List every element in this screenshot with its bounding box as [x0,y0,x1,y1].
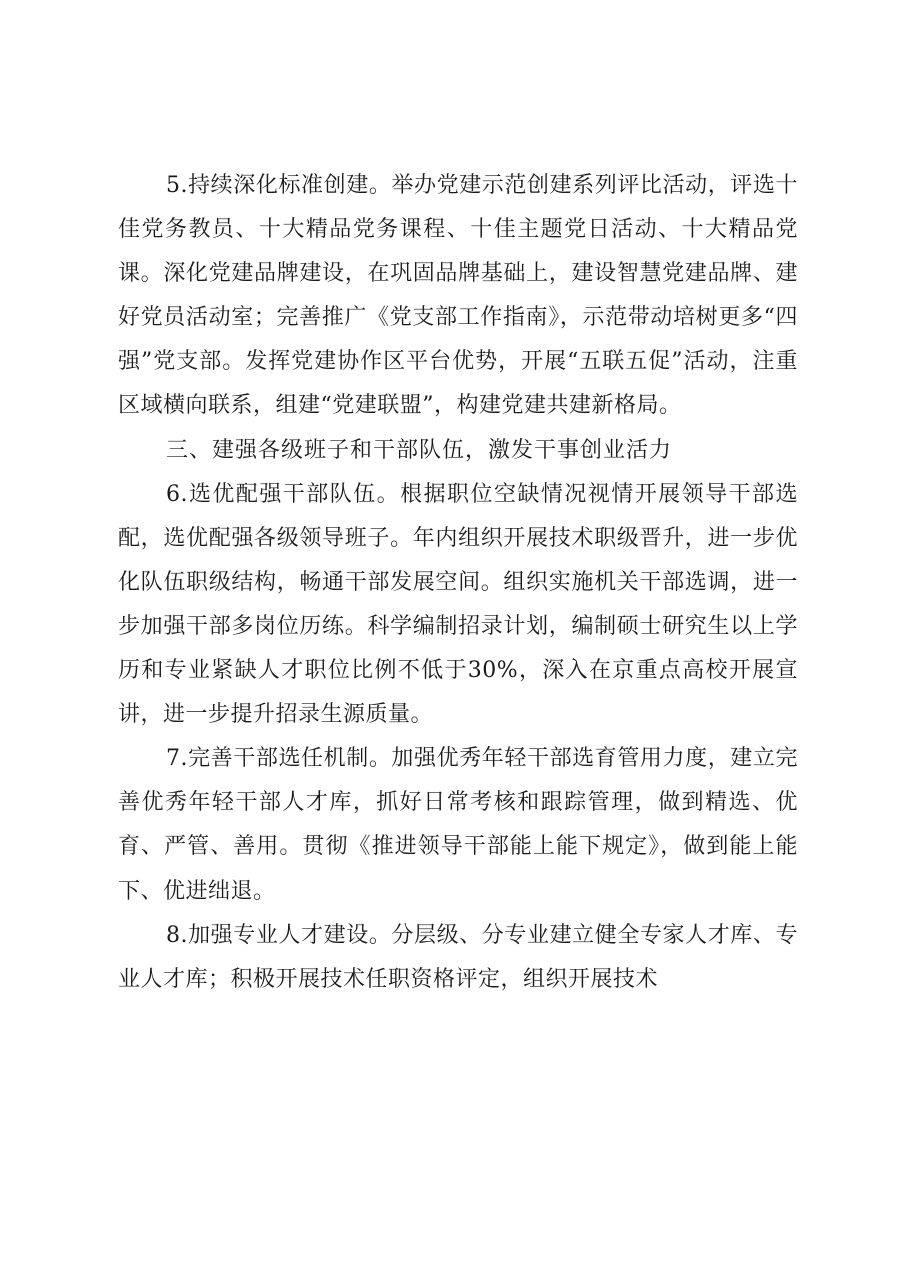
paragraph-item-6: 6.选优配强干部队伍。根据职位空缺情况视情开展领导干部选配，选优配强各级领导班子。年内组织开展技术职级晋升，进一步优化队伍职级结构，畅通干部发展空间。组织实施机关干部选调，进一步加强干部多岗位历练。科学编制招录计划，编制硕士研究生以上学历和专业紧缺人才职位比例不低于30%，深入在京重点高校开展宣讲，进一步提升招录生源质量。 [118,481,798,728]
section-heading-3: 三、建强各级班子和干部队伍，激发干事创业活力 [166,437,673,463]
paragraph-item-7: 7.完善干部选任机制。加强优秀年轻干部选育管用力度，建立完善优秀年轻干部人才库，抓好日常考核和跟踪管理，做到精选、优育、严管、善用。贯彻《推进领导干部能上能下规定》，做到能上能下、优进绌退。 [118,746,798,904]
paragraph-item-5: 5.持续深化标准创建。举办党建示范创建系列评比活动，评选十佳党务教员、十大精品党务课程、十佳主题党日活动、十大精品党课。深化党建品牌建设，在巩固品牌基础上，建设智慧党建品牌、建好党员活动室；完善推广《党支部工作指南》，示范带动培树更多“四强”党支部。发挥党建协作区平台优势，开展“五联五促”活动，注重区域横向联系，组建“党建联盟”，构建党建共建新格局。 [118,173,798,419]
paragraph-item-8: 8.加强专业人才建设。分层级、分专业建立健全专家人才库、专业人才库；积极开展技术任职资格评定，组织开展技术 [118,922,798,992]
document-body [118,164,798,1002]
